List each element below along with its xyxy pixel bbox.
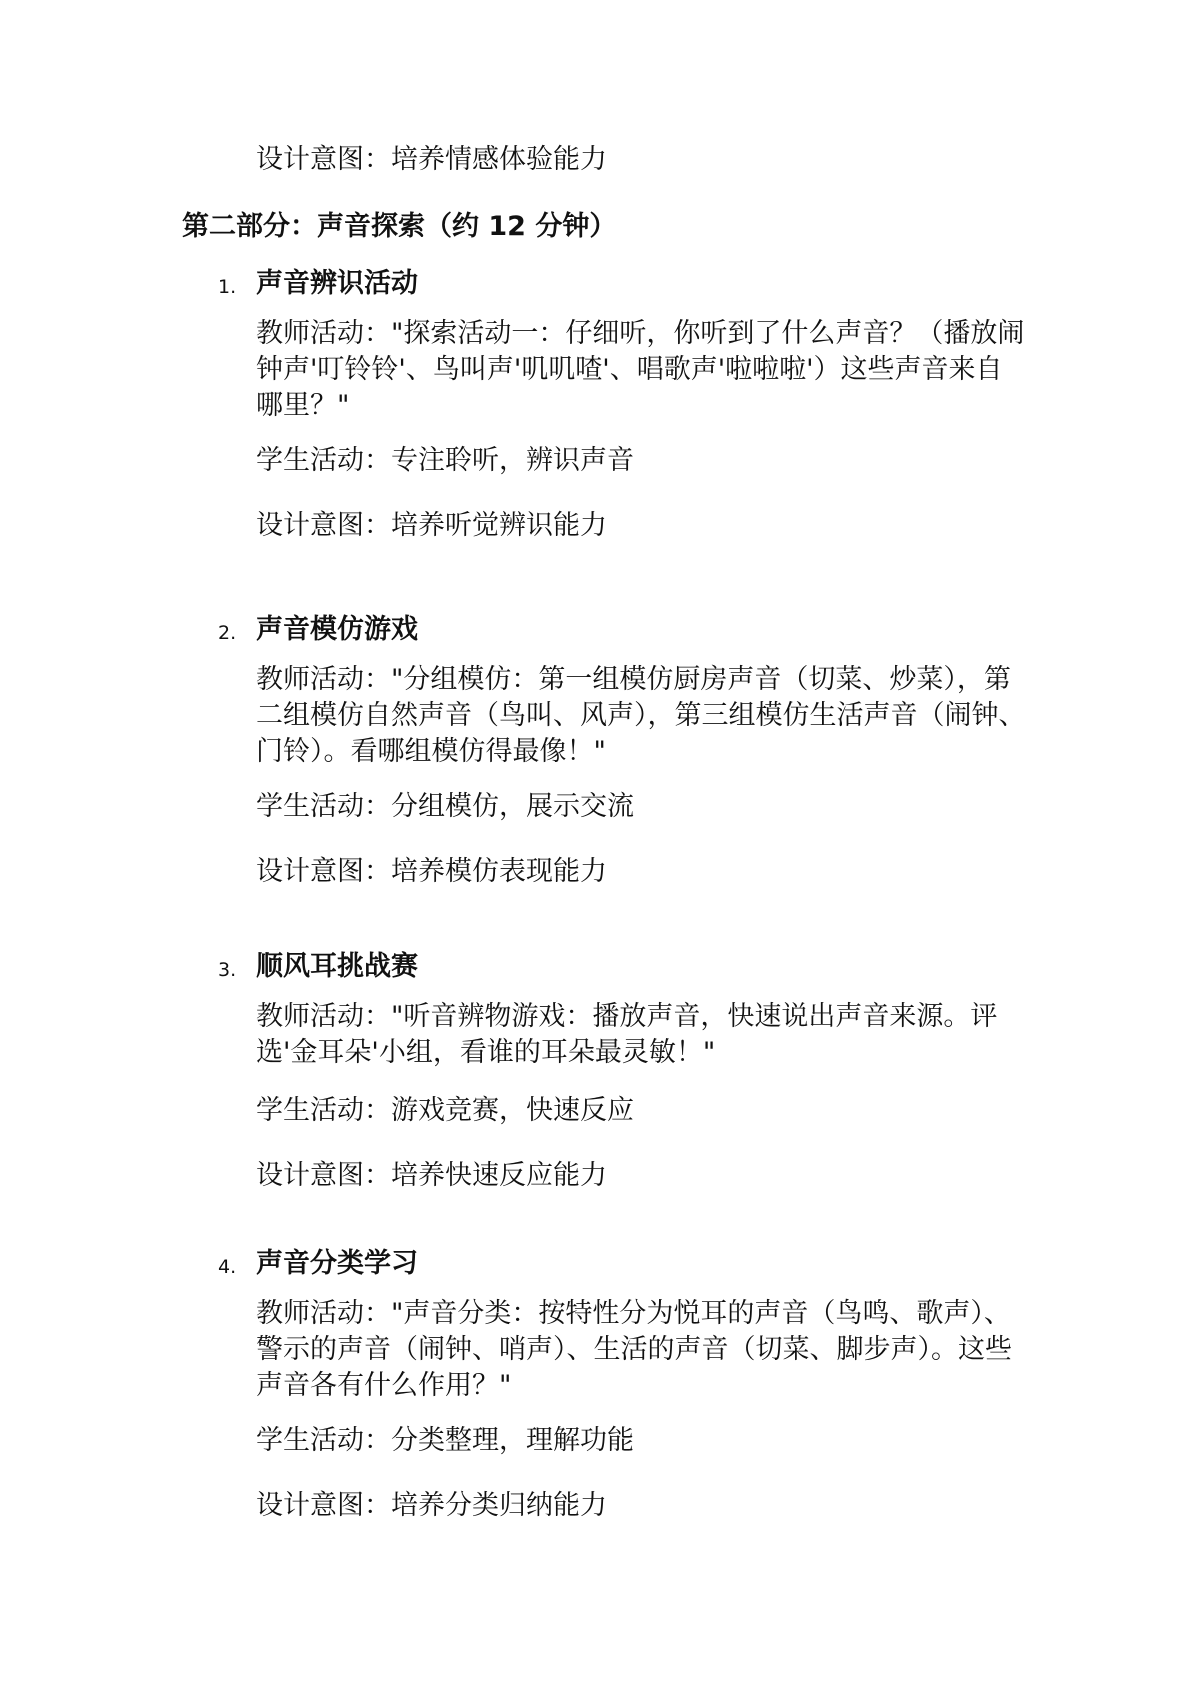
teacher-activity-text: 教师活动："分组模仿：第一组模仿厨房声音（切菜、炒菜），第二组模仿自然声音（鸟叫、风声），第三组模仿生活声音（闹钟、门铃）。看哪组模仿得最像！" [256,664,1026,767]
teacher-activity-text: 教师活动："探索活动一：仔细听，你听到了什么声音？（播放闹钟声'叮铃铃'、鸟叫声'叽叽喳'、唱歌声'啦啦啦'）这些声音来自哪里？" [256,318,1025,421]
list-item [0,613,1200,887]
design-intent-text: 设计意图：培养模仿表现能力 [256,856,607,887]
student-activity-text: 学生活动：分组模仿，展示交流 [256,791,634,822]
design-intent-text: 设计意图：培养听觉辨识能力 [256,510,607,541]
list-item-number: 3. [218,959,237,981]
list-item-heading [0,950,1200,984]
list-item-title: 顺风耳挑战赛 [256,951,418,982]
design-intent-text: 设计意图：培养快速反应能力 [256,1160,607,1191]
section-heading: 第二部分：声音探索（约 12 分钟） [182,211,617,242]
list-item-number: 4. [218,1256,237,1278]
student-activity-text: 学生活动：分类整理，理解功能 [256,1425,634,1456]
teacher-activity-text: 教师活动："听音辨物游戏：播放声音，快速说出声音来源。评选'金耳朵'小组，看谁的耳朵最灵敏！" [256,1001,998,1068]
list-item-number: 1. [218,276,237,298]
list-item-number: 2. [218,622,237,644]
list-item-heading [0,613,1200,647]
list-item [0,267,1200,541]
list-item-heading [0,1247,1200,1281]
list-item-title: 声音模仿游戏 [256,614,418,645]
list-item-heading [0,267,1200,301]
teacher-activity-text: 教师活动："声音分类：按特性分为悦耳的声音（鸟鸣、歌声）、警示的声音（闹钟、哨声）、生活的声音（切菜、脚步声）。这些声音各有什么作用？" [256,1298,1012,1401]
list-item-title: 声音分类学习 [256,1248,418,1279]
list-item-title: 声音辨识活动 [256,268,418,299]
design-intent-text: 设计意图：培养情感体验能力 [256,144,607,175]
student-activity-text: 学生活动：专注聆听，辨识声音 [256,445,634,476]
list-item [0,1247,1200,1521]
student-activity-text: 学生活动：游戏竞赛，快速反应 [256,1095,634,1126]
design-intent-text: 设计意图：培养分类归纳能力 [256,1490,607,1521]
list-item [0,950,1200,1191]
